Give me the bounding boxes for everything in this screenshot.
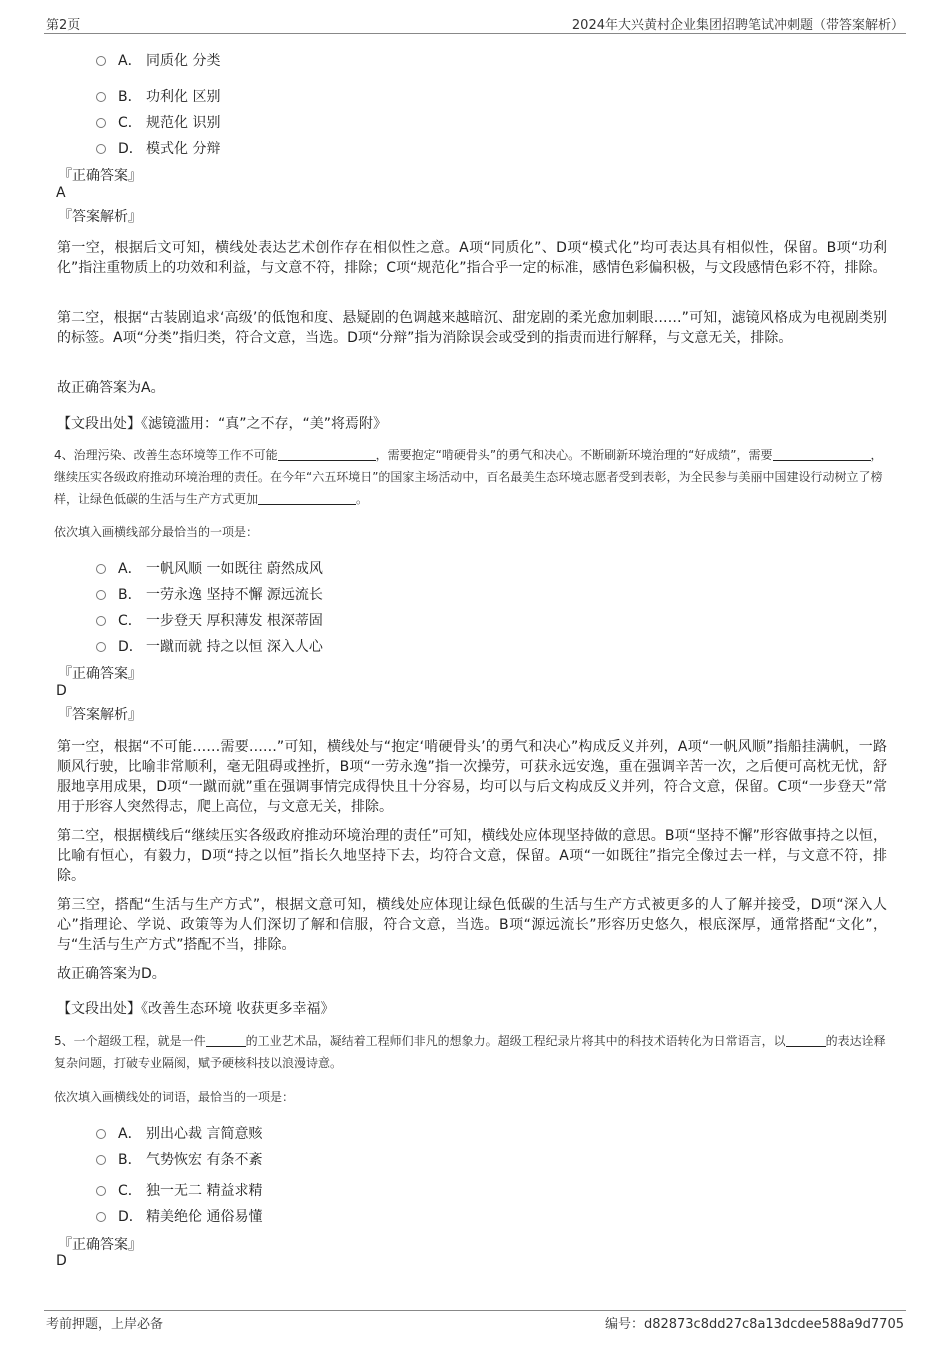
- radio-icon[interactable]: [96, 56, 106, 66]
- q5-option-d[interactable]: D． 精美绝伦 通俗易懂: [96, 1206, 262, 1226]
- radio-icon[interactable]: [96, 118, 106, 128]
- blank-2: [773, 448, 871, 461]
- blank-2: [786, 1034, 826, 1047]
- q3-analysis-paragraph: 第二空，根据“古装剧追求‘高级’的低饱和度、悬疑剧的色调越来越暗沉、甜宠剧的柔光愈加刺眼……”可知，滤镜风格成为电视剧类别的标签。A项“分类”指归类，符合文意，当选。D项“分辩”指为消除误会或受到的指责而进行解释，与文意无关，排除。: [57, 310, 887, 346]
- q3-conclusion: 故正确答案为A。: [57, 380, 165, 396]
- q4-analysis-paragraph: 第三空，搭配“生活与生产方式”，根据文意可知，横线处应体现让绿色低碳的生活与生产方式被更多的人了解并接受，D项“深入人心”指理论、学说、政策等为人们深切了解和信服，符合文意，当选。B项“源远流长”形容历史悠久，根底深厚，通常搭配“文化”，与“生活与生产方式”搭配不当，排除。: [57, 897, 887, 953]
- document-id: 编号：d82873c8dd27c8a13dcdee588a9d7705: [604, 1317, 904, 1332]
- q4-answer-label: 『正确答案』: [58, 666, 142, 682]
- q4-option-b[interactable]: B． 一劳永逸 坚持不懈 源远流长: [96, 584, 323, 604]
- q4-answer: D: [56, 683, 67, 699]
- q4-analysis-label: 『答案解析』: [58, 707, 142, 723]
- q3-source: 【文段出处】《滤镜滥用：“真”之不存，“美”将焉附》: [57, 416, 388, 432]
- page-number: 第2页: [46, 18, 81, 33]
- radio-icon[interactable]: [96, 1129, 106, 1139]
- q4-analysis-paragraph: 第一空，根据“不可能……需要……”可知，横线处与“抱定‘啃硬骨头’的勇气和决心”构成反义并列，A项“一帆风顺”指船挂满帆，一路顺风行驶，比喻非常顺利，毫无阻碍或挫折，B项“一劳永逸”指一次操劳，可获永远安逸，重在强调辛苦一次，之后便可高枕无忧，舒服地享用成果，D项“一蹴而就”重在强调事情完成得快且十分容易，均可以与后文构成反义并列，符合文意，保留。C项“一步登天”常用于形容人突然得志，爬上高位，与文意无关，排除。: [57, 739, 887, 815]
- q4-option-a[interactable]: A． 一帆风顺 一如既往 蔚然成风: [96, 558, 323, 578]
- radio-icon[interactable]: [96, 1186, 106, 1196]
- radio-icon[interactable]: [96, 616, 106, 626]
- q5-option-b[interactable]: B． 气势恢宏 有条不紊: [96, 1149, 262, 1169]
- q3-analysis-label: 『答案解析』: [58, 209, 142, 225]
- q5-answer: D: [56, 1253, 67, 1269]
- footer-slogan: 考前押题，上岸必备: [46, 1317, 164, 1332]
- radio-icon[interactable]: [96, 1212, 106, 1222]
- q3-option-b[interactable]: B． 功利化 区别: [96, 86, 220, 106]
- document-title: 2024年大兴黄村企业集团招聘笔试冲刺题（带答案解析）: [571, 18, 904, 33]
- q3-answer: A: [56, 185, 66, 201]
- radio-icon[interactable]: [96, 564, 106, 574]
- q5-answer-label: 『正确答案』: [58, 1237, 142, 1253]
- radio-icon[interactable]: [96, 590, 106, 600]
- q3-option-d[interactable]: D． 模式化 分辩: [96, 138, 220, 158]
- blank-1: [206, 1034, 246, 1047]
- q4-analysis-paragraph: 第二空，根据横线后“继续压实各级政府推动环境治理的责任”可知，横线处应体现坚持做的意思。B项“坚持不懈”形容做事持之以恒，比喻有恒心，有毅力，D项“持之以恒”指长久地坚持下去，均符合文意，保留。A项“一如既往”指完全像过去一样，与文意不符，排除。: [57, 828, 887, 884]
- q3-option-c[interactable]: C． 规范化 识别: [96, 112, 220, 132]
- radio-icon[interactable]: [96, 642, 106, 652]
- q5-option-c[interactable]: C． 独一无二 精益求精: [96, 1180, 262, 1200]
- q3-option-a[interactable]: A． 同质化 分类: [96, 50, 220, 70]
- q4-conclusion: 故正确答案为D。: [57, 966, 166, 982]
- radio-icon[interactable]: [96, 144, 106, 154]
- radio-icon[interactable]: [96, 92, 106, 102]
- footer-divider: [44, 1310, 906, 1311]
- blank-1: [278, 448, 376, 461]
- blank-3: [258, 492, 356, 505]
- q4-source: 【文段出处】《改善生态环境 收获更多幸福》: [57, 1001, 335, 1017]
- q4-stem: 4、治理污染、改善生态环境等工作不可能 ，需要抱定“啃硬骨头”的勇气和决心。不断刷新环境治理的“好成绩”，需要 ，继续压实各级政府推动环境治理的责任。在今年“六五环境日”的国家主场活动中，百名最美生态环境志愿者受到表彰，为全民参与美丽中国建设行动树立了榜样，让绿色低碳的生活与生产方式更加 。: [54, 448, 883, 506]
- q3-answer-label: 『正确答案』: [58, 168, 142, 184]
- q3-analysis-paragraph: 第一空，根据后文可知，横线处表达艺术创作存在相似性之意。A项“同质化”、D项“模式化”均可表达具有相似性，保留。B项“功利化”指注重物质上的功效和利益，与文意不符，排除；C项“规范化”指合乎一定的标准，感情色彩偏积极，与文段感情色彩不符，排除。: [57, 240, 887, 276]
- header-divider: [44, 33, 906, 34]
- q4-prompt: 依次填入画横线部分最恰当的一项是：: [54, 525, 259, 539]
- q5-stem: 5、一个超级工程，就是一件 的工业艺术品，凝结着工程师们非凡的想象力。超级工程纪录片将其中的科技术语转化为日常语言，以 的表达诠释复杂问题，打破专业隔阂，赋予硬核科技以浪漫诗意。: [54, 1034, 886, 1070]
- q4-option-d[interactable]: D． 一蹴而就 持之以恒 深入人心: [96, 636, 323, 656]
- radio-icon[interactable]: [96, 1155, 106, 1165]
- q5-prompt: 依次填入画横线处的词语，最恰当的一项是：: [54, 1090, 295, 1104]
- q4-option-c[interactable]: C． 一步登天 厚积薄发 根深蒂固: [96, 610, 323, 630]
- q5-option-a[interactable]: A． 别出心裁 言简意赅: [96, 1123, 262, 1143]
